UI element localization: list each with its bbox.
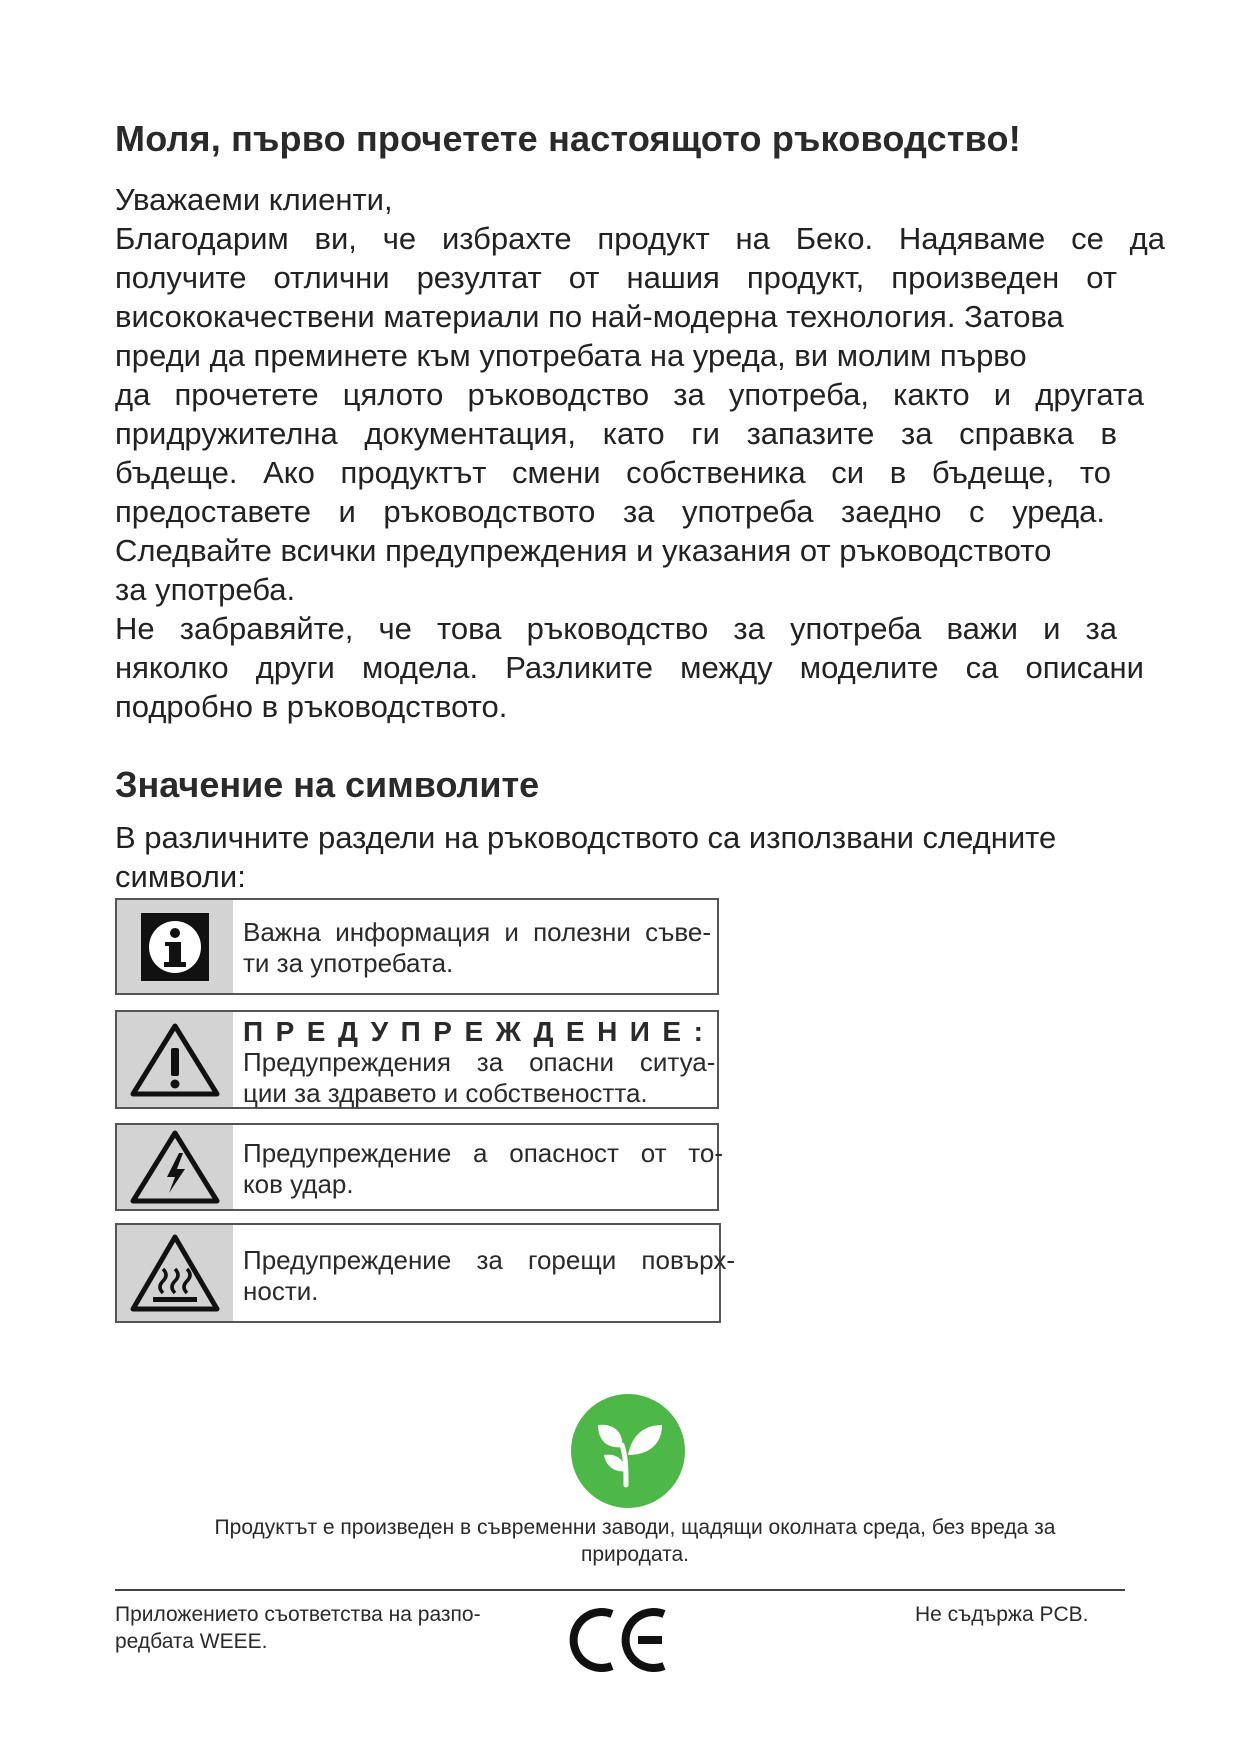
symbol-line: ции за здравето и собствеността. [243, 1078, 648, 1108]
symbol-line: ков удар. [243, 1169, 354, 1199]
symbols-intro [115, 818, 1165, 896]
hot-surface-icon [117, 1225, 233, 1321]
weee-line: редбата WEEE. [115, 1630, 268, 1653]
intro-line: висококачествени материали по най-модерна технология. Затова [115, 299, 1064, 334]
intro-line: предоставете и ръководството за употреба заедно с уреда. [115, 494, 1105, 529]
warning-title: ПРЕДУПРЕЖДЕНИЕ: [243, 1016, 716, 1047]
eco-line: природата. [580, 1543, 690, 1566]
symbol-box-warning [115, 1010, 719, 1109]
symbols-intro-line: В различните раздели на ръководството са използвани следните [115, 820, 1057, 855]
symbol-box-info [115, 898, 719, 995]
symbol-line: Важна информация и полезни съве- [243, 917, 711, 947]
ce-mark-icon [568, 1604, 672, 1676]
info-icon [117, 900, 233, 993]
symbol-line: Предупреждение за горещи повърх- [243, 1245, 735, 1275]
eco-statement [165, 1514, 1105, 1568]
page-title: Моля, първо прочетете настоящото ръководство! [115, 118, 1021, 159]
symbol-line: ности. [243, 1276, 319, 1306]
intro-line: Следвайте всички предупреждения и указания от ръководството [115, 533, 1052, 568]
electric-shock-icon [117, 1125, 233, 1209]
intro-line: да прочетете цялото ръководство за употреба, както и другата [115, 377, 1144, 412]
symbol-line: Предупреждения за опасни ситуа- [243, 1047, 716, 1077]
greeting: Уважаеми клиенти, [115, 182, 393, 217]
warning-triangle-icon [117, 1012, 233, 1107]
intro-text [115, 180, 1165, 726]
reminder-line: няколко други модела. Разликите между моделите са описани [115, 650, 1144, 685]
symbol-box-electric [115, 1123, 723, 1211]
symbols-intro-line: символи: [115, 859, 246, 894]
weee-line: Приложението съответства на разпо- [115, 1603, 481, 1626]
reminder-line: Не забравяйте, че това ръководство за употреба важи и за [115, 611, 1117, 646]
intro-line: получите отлични резултат от нашия продукт, произведен от [115, 260, 1117, 295]
eco-leaf-icon [570, 1393, 686, 1509]
eco-line: Продуктът е произведен в съвременни заводи, щадящи околната среда, без вреда за [214, 1516, 1056, 1539]
intro-line: преди да преминете към употребата на уреда, ви молим първо [115, 338, 1027, 373]
symbol-box-hot-surface [115, 1223, 735, 1323]
reminder-line: подробно в ръководството. [115, 689, 508, 724]
intro-line: бъдеще. Ако продуктът смени собственика си в бъдеще, то [115, 455, 1111, 490]
symbol-line: Предупреждение а опасност от то- [243, 1138, 723, 1168]
footer-divider [115, 1589, 1125, 1591]
intro-line: Благодарим ви, че избрахте продукт на Беко. Надяваме се да [115, 221, 1165, 256]
symbol-line: ти за употребата. [243, 948, 454, 978]
symbols-heading: Значение на символите [115, 764, 540, 805]
pcb-notice: Не съдържа PCB. [915, 1603, 1089, 1626]
intro-line: за употреба. [115, 572, 296, 607]
intro-line: придружителна документация, като ги запазите за справка в [115, 416, 1117, 451]
weee-notice [115, 1601, 481, 1655]
